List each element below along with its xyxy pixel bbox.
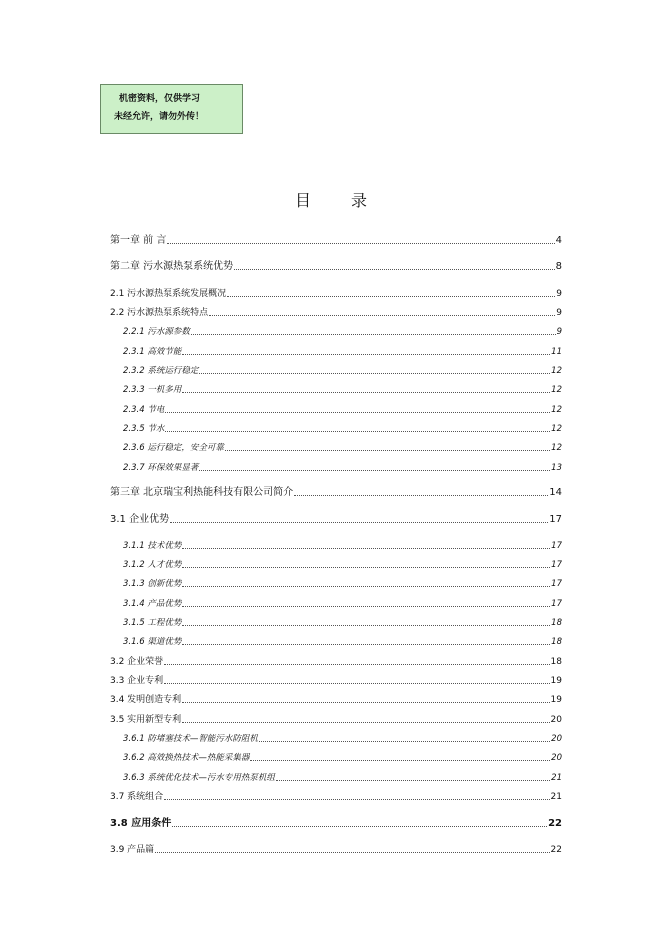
- toc-entry-3-1-3[interactable]: [123, 575, 562, 589]
- toc-leader-dots: [225, 449, 550, 451]
- toc-page-number: 12: [551, 385, 562, 395]
- toc-entry-3-7[interactable]: [110, 788, 562, 802]
- toc-page-number: 12: [551, 366, 562, 376]
- toc-leader-dots: [199, 469, 550, 471]
- toc-leader-dots: [155, 851, 549, 853]
- toc-leader-dots: [167, 242, 554, 244]
- toc-label: 2.3.6 运行稳定，安全可靠: [123, 443, 224, 453]
- toc-label: 3.1.5 工程优势: [123, 618, 182, 628]
- toc-leader-dots: [164, 663, 549, 665]
- toc-entry-3-1-5[interactable]: [123, 614, 562, 628]
- toc-page-number: 17: [549, 514, 562, 525]
- toc-page-number: 12: [551, 443, 562, 453]
- toc-entry-chapter-3[interactable]: [110, 484, 562, 498]
- toc-page-number: 13: [551, 463, 562, 473]
- toc-entry-2-3-3[interactable]: [123, 381, 562, 395]
- toc-leader-dots: [164, 798, 549, 800]
- toc-page-number: 11: [551, 347, 562, 357]
- toc-page-number: 8: [555, 261, 562, 272]
- confidential-notice-box: [100, 84, 243, 134]
- toc-page-number: 9: [556, 308, 562, 318]
- toc-entry-3-4[interactable]: [110, 691, 562, 705]
- toc-leader-dots: [234, 268, 554, 270]
- toc-label: 3.4 发明创造专利: [110, 695, 182, 705]
- toc-page-number: 9: [556, 289, 562, 299]
- notice-line-1: 机密资料，仅供学习: [119, 94, 201, 104]
- toc-label: 3.1.1 技术优势: [123, 541, 182, 551]
- toc-leader-dots: [250, 759, 550, 761]
- toc-label: 3.6.2 高效换热技术—热能采集器: [123, 753, 250, 763]
- toc-page-number: 17: [551, 579, 562, 589]
- toc-leader-dots: [182, 643, 550, 645]
- toc-page-number: 18: [551, 637, 562, 647]
- toc-leader-dots: [276, 779, 550, 781]
- toc-page-number: 12: [551, 405, 562, 415]
- toc-leader-dots: [227, 295, 555, 297]
- toc-entry-3-6-1[interactable]: [123, 730, 562, 744]
- toc-leader-dots: [209, 314, 555, 316]
- toc-label: 3.2 企业荣誉: [110, 657, 164, 667]
- toc-leader-dots: [182, 391, 550, 393]
- toc-entry-3-9[interactable]: [110, 841, 562, 855]
- toc-entry-2-3-2[interactable]: [123, 362, 562, 376]
- toc-leader-dots: [182, 547, 550, 549]
- toc-label: 第三章 北京瑞宝利热能科技有限公司简介: [110, 487, 294, 498]
- toc-leader-dots: [182, 624, 550, 626]
- toc-label: 2.3.7 环保效果显著: [123, 463, 199, 473]
- toc-entry-2-3-1[interactable]: [123, 343, 562, 357]
- toc-label: 2.3.3 一机多用: [123, 385, 182, 395]
- toc-leader-dots: [199, 372, 550, 374]
- page-title: 目录: [294, 191, 407, 210]
- toc-label: 2.3.1 高效节能: [123, 347, 182, 357]
- toc-label: 第二章 污水源热泵系统优势: [110, 261, 234, 272]
- toc-label: 3.1.3 创新优势: [123, 579, 182, 589]
- toc-entry-3-1-1[interactable]: [123, 537, 562, 551]
- toc-page-number: 22: [550, 845, 562, 855]
- toc-leader-dots: [164, 682, 549, 684]
- toc-leader-dots: [182, 701, 549, 703]
- toc-page-number: 19: [550, 695, 562, 705]
- toc-entry-3-6-3[interactable]: [123, 769, 562, 783]
- toc-page-number: 20: [550, 715, 562, 725]
- toc-page-number: 17: [551, 541, 562, 551]
- toc-entry-2-3-5[interactable]: [123, 420, 562, 434]
- toc-entry-3-2[interactable]: [110, 653, 562, 667]
- toc-page-number: 21: [550, 792, 562, 802]
- toc-label: 2.2.1 污水源参数: [123, 327, 190, 337]
- toc-label: 3.3 企业专利: [110, 676, 164, 686]
- toc-label: 3.1.2 人才优势: [123, 560, 182, 570]
- toc-page-number: 12: [551, 424, 562, 434]
- toc-label: 2.3.4 节电: [123, 405, 165, 415]
- toc-page-number: 18: [550, 657, 562, 667]
- toc-page-number: 19: [550, 676, 562, 686]
- toc-page-number: 17: [551, 560, 562, 570]
- toc-leader-dots: [182, 566, 550, 568]
- toc-label: 2.3.2 系统运行稳定: [123, 366, 199, 376]
- toc-leader-dots: [170, 521, 548, 523]
- toc-entry-2-3-6[interactable]: [123, 439, 562, 453]
- toc-page-number: 4: [555, 235, 562, 246]
- toc-label: 2.2 污水源热泵系统特点: [110, 308, 209, 318]
- toc-entry-3-1-6[interactable]: [123, 633, 562, 647]
- toc-label: 3.7 系统组合: [110, 792, 164, 802]
- toc-label: 第一章 前 言: [110, 235, 167, 246]
- toc-entry-3-5[interactable]: [110, 711, 562, 725]
- toc-page-number: 17: [551, 599, 562, 609]
- toc-entry-3-3[interactable]: [110, 672, 562, 686]
- toc-leader-dots: [182, 585, 550, 587]
- toc-label: 2.1 污水源热泵系统发展概况: [110, 289, 227, 299]
- toc-label: 2.3.5 节水: [123, 424, 165, 434]
- toc-leader-dots: [182, 721, 549, 723]
- toc-entry-3-6-2[interactable]: [123, 749, 562, 763]
- toc-page-number: 14: [549, 487, 562, 498]
- toc-entry-3-8[interactable]: [110, 815, 562, 829]
- toc-entry-3-1-2[interactable]: [123, 556, 562, 570]
- toc-leader-dots: [259, 740, 550, 742]
- toc-label: 3.1 企业优势: [110, 514, 170, 525]
- notice-line-2: 未经允许，请勿外传！: [114, 112, 205, 122]
- toc-label: 3.5 实用新型专利: [110, 715, 182, 725]
- toc-page-number: 20: [551, 734, 562, 744]
- toc-label: 3.1.4 产品优势: [123, 599, 182, 609]
- toc-leader-dots: [165, 430, 550, 432]
- toc-entry-2-2-1[interactable]: [123, 323, 562, 337]
- toc-page-number: 21: [551, 773, 562, 783]
- toc-entry-2-3-7[interactable]: [123, 459, 562, 473]
- toc-label: 3.1.6 渠道优势: [123, 637, 182, 647]
- toc-leader-dots: [172, 825, 547, 827]
- toc-leader-dots: [165, 411, 550, 413]
- toc-entry-2-2[interactable]: [110, 304, 562, 318]
- toc-page-number: 18: [551, 618, 562, 628]
- toc-label: 3.9 产品篇: [110, 845, 155, 855]
- toc-entry-chapter-2[interactable]: [110, 258, 562, 272]
- toc-label: 3.8 应用条件: [110, 818, 172, 829]
- toc-leader-dots: [294, 494, 548, 496]
- toc-leader-dots: [182, 605, 550, 607]
- toc-entry-3-1-4[interactable]: [123, 595, 562, 609]
- toc-entry-2-1[interactable]: [110, 285, 562, 299]
- toc-leader-dots: [191, 333, 556, 335]
- toc-page-number: 22: [548, 818, 562, 829]
- toc-page-number: 9: [556, 327, 562, 337]
- toc-page-number: 20: [551, 753, 562, 763]
- toc-leader-dots: [182, 353, 550, 355]
- toc-entry-chapter-1[interactable]: [110, 232, 562, 246]
- toc-entry-3-1[interactable]: [110, 511, 562, 525]
- toc-entry-2-3-4[interactable]: [123, 401, 562, 415]
- toc-label: 3.6.1 防堵塞技术—智能污水防阻机: [123, 734, 258, 744]
- toc-label: 3.6.3 系统优化技术—污水专用热泵机组: [123, 773, 275, 783]
